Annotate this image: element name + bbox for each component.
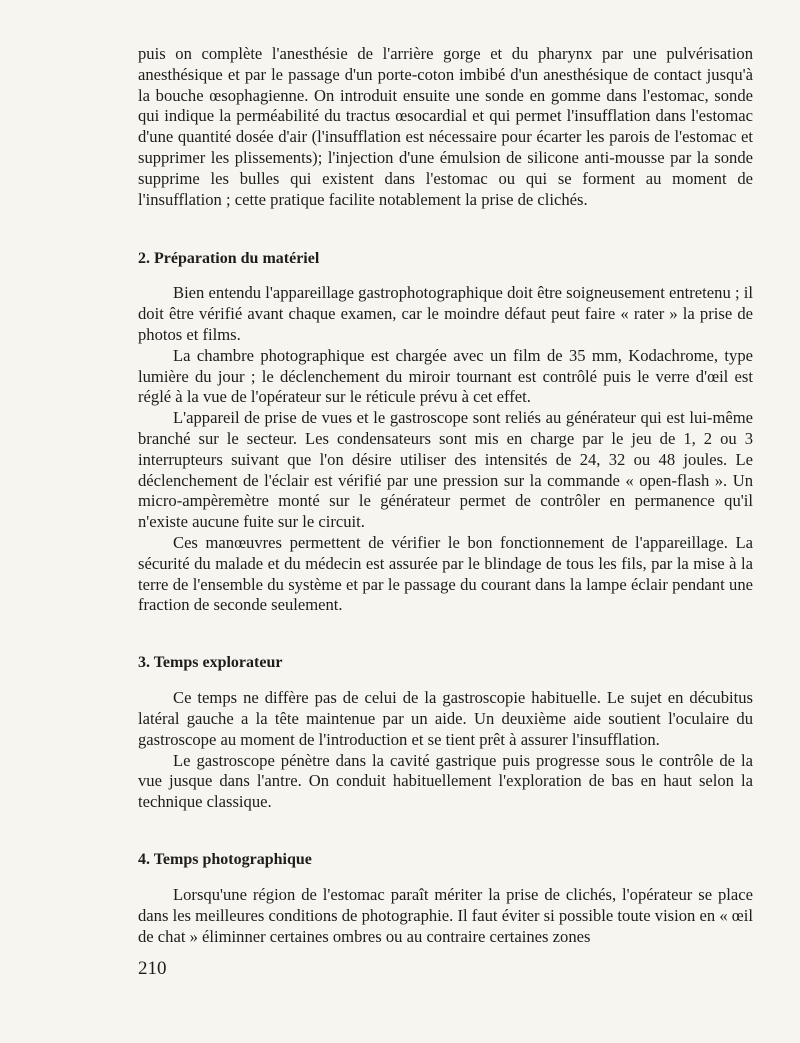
section-2-paragraph: Ces manœuvres permettent de vérifier le bon fonctionnement de l'appareillage. La sécurité du malade et du médecin est assurée par le blindage de tous les fils, par la mise à la terre de l'ensemble du système et par le passage du courant dans la lampe éclair pendant une fraction de seconde seulement.: [138, 532, 753, 615]
section-heading-explorateur: 3. Temps explorateur: [138, 654, 283, 672]
section-heading-preparation: 2. Préparation du matériel: [138, 250, 320, 268]
section-heading-photographique: 4. Temps photographique: [138, 850, 312, 868]
section-3-paragraph: Ce temps ne diffère pas de celui de la gastroscopie habituelle. Le sujet en décubitus latéral gauche a la tête maintenue par un aide. Un deuxième aide soutient l'oculaire du gastroscope au moment de l'introduction et se tient prêt à assurer l'insufflation.: [138, 688, 753, 749]
intro-paragraph: puis on complète l'anesthésie de l'arrière gorge et du pharynx par une pulvérisation anesthésique et par le passage d'un porte-coton imbibé d'un anesthésique de contact jusqu'à la bouche œsophagienne. On introduit ensuite une sonde en gomme dans l'estomac, sonde qui indique la perméabilité du tractus œsocardial et qui permet l'insufflation dans l'estomac d'une quantité dosée d'air (l'insufflation est nécessaire pour écarter les parois de l'estomac et supprimer les plissements); l'injection d'une émulsion de silicone anti-mousse par la sonde supprime les bulles qui existent dans l'estomac ou qui se forment au moment de l'insufflation ; cette pratique facilite notablement la prise de clichés.: [138, 44, 753, 209]
section-2-paragraph: Bien entendu l'appareillage gastrophotographique doit être soigneusement entretenu ; il doit être vérifié avant chaque examen, car le moindre défaut peut faire « rater » la prise de photos et films.: [138, 283, 753, 344]
section-3-paragraph: Le gastroscope pénètre dans la cavité gastrique puis progresse sous le contrôle de la vue jusque dans l'antre. On conduit habituellement l'exploration de bas en haut selon la technique classique.: [138, 750, 753, 812]
page-number: 210: [138, 958, 167, 979]
section-4-paragraph: Lorsqu'une région de l'estomac paraît mériter la prise de clichés, l'opérateur se place dans les meilleures conditions de photographie. Il faut éviter si possible toute vision en « œil de chat » éliminner certaines ombres ou au contraire certaines zones: [138, 884, 753, 946]
section-2-paragraph: L'appareil de prise de vues et le gastroscope sont reliés au générateur qui est lui-même branché sur le secteur. Les condensateurs sont mis en charge par le jeu de 1, 2 ou 3 interrupteurs suivant que l'on désire utiliser des intensités de 24, 32 ou 48 joules. Le déclenchement de l'éclair est vérifié par une pression sur la commande « open-flash ». Un micro-ampèremètre monté sur le générateur permet de contrôler en permanence qu'il n'existe aucune fuite sur le circuit.: [138, 408, 753, 532]
section-2-paragraph: La chambre photographique est chargée avec un film de 35 mm, Kodachrome, type lumière du jour ; le déclenchement du miroir tournant est contrôlé puis le verre d'œil est réglé à la vue de l'opérateur sur le réticule prévu à cet effet.: [138, 345, 753, 407]
